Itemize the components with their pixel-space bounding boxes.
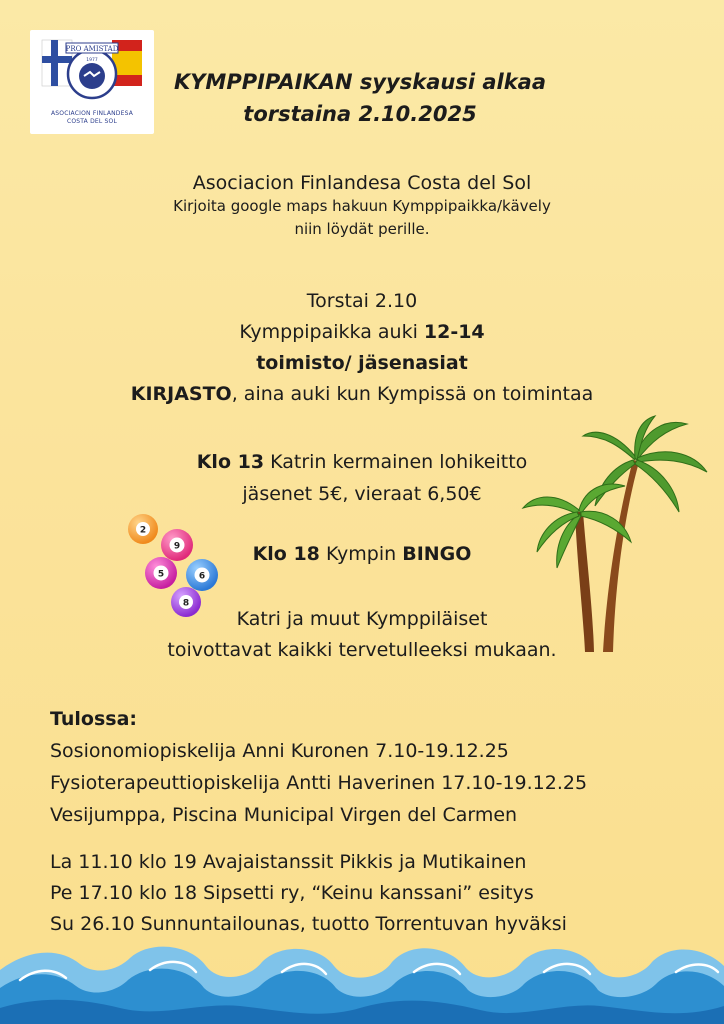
upcoming-item: Sosionomiopiskelija Anni Kuronen 7.10-19.12.25 — [50, 740, 509, 762]
soup-time: Klo 13 — [196, 451, 265, 473]
office-line — [0, 348, 724, 379]
event-item: La 11.10 klo 19 Avajaistanssit Pikkis ja Mutikainen — [50, 851, 527, 873]
upcoming-section — [50, 703, 587, 831]
upcoming-heading — [50, 703, 587, 735]
office-text: toimisto/ jäsenasiat — [256, 352, 468, 374]
logo-year: 1977 — [86, 58, 98, 63]
org-info — [0, 171, 724, 241]
opening-hours-line — [0, 317, 724, 348]
library-text: , aina auki kun Kympissä on toimintaa — [231, 383, 594, 405]
library-line — [0, 379, 724, 410]
event-item: Pe 17.10 klo 18 Sipsetti ry, “Keinu kanssani” esitys — [50, 882, 534, 904]
opening-date: Torstai 2.10 — [306, 290, 418, 312]
upcoming-heading-text: Tulossa: — [50, 708, 138, 730]
org-name: Asociacion Finlandesa Costa del Sol — [192, 172, 532, 194]
maps-hint-line-2: niin löydät perille. — [294, 220, 430, 238]
event-item: Su 26.10 Sunnuntailounas, tuotto Torrentuvan hyväksi — [50, 913, 567, 935]
soup-desc: Katrin kermainen lohikeitto — [264, 451, 528, 473]
bingo-ball — [145, 557, 177, 589]
bingo-ball-number: 9 — [173, 541, 181, 552]
bingo-ball — [161, 529, 193, 561]
bingo-ball-number: 5 — [157, 569, 165, 580]
logo-ring-text: PRO AMISTAD — [65, 45, 119, 53]
greeting — [0, 604, 724, 666]
bingo-ball — [128, 514, 158, 544]
page-title — [150, 66, 570, 130]
upcoming-item: Vesijumppa, Piscina Municipal Virgen del Carmen — [50, 804, 518, 826]
bingo-name: BINGO — [402, 543, 472, 565]
waves-illustration — [0, 940, 724, 1024]
library-label: KIRJASTO — [130, 383, 232, 405]
opening-text: Kymppipaikka auki — [239, 321, 424, 343]
bingo-ball-number: 2 — [139, 525, 147, 536]
maps-hint-line-1: Kirjoita google maps hakuun Kymppipaikka/kävely — [173, 197, 551, 215]
bingo-text: Kympin — [319, 543, 403, 565]
bingo-ball — [186, 559, 218, 591]
bingo-time: Klo 18 — [252, 543, 320, 565]
soup-prices: jäsenet 5€, vieraat 6,50€ — [242, 483, 482, 505]
logo-org-line2: COSTA DEL SOL — [66, 118, 118, 125]
association-logo — [30, 30, 154, 134]
bingo-ball-number: 6 — [198, 571, 206, 582]
upcoming-item: Fysioterapeuttiopiskelija Antti Haverinen 17.10-19.12.25 — [50, 772, 588, 794]
events-list — [50, 847, 567, 940]
greeting-line-2: toivottavat kaikki tervetulleeksi mukaan. — [167, 639, 557, 661]
title-line-2: torstaina 2.10.2025 — [243, 102, 477, 126]
title-line-1: KYMPPIPAIKAN syyskausi alkaa — [173, 70, 547, 94]
opening-hours: 12-14 — [423, 321, 485, 343]
opening-info — [0, 286, 724, 410]
greeting-line-1: Katri ja muut Kymppiläiset — [236, 608, 488, 630]
logo-org-line1: ASOCIACION FINLANDESA — [50, 110, 134, 117]
bingo-ball-number: 8 — [182, 598, 190, 609]
